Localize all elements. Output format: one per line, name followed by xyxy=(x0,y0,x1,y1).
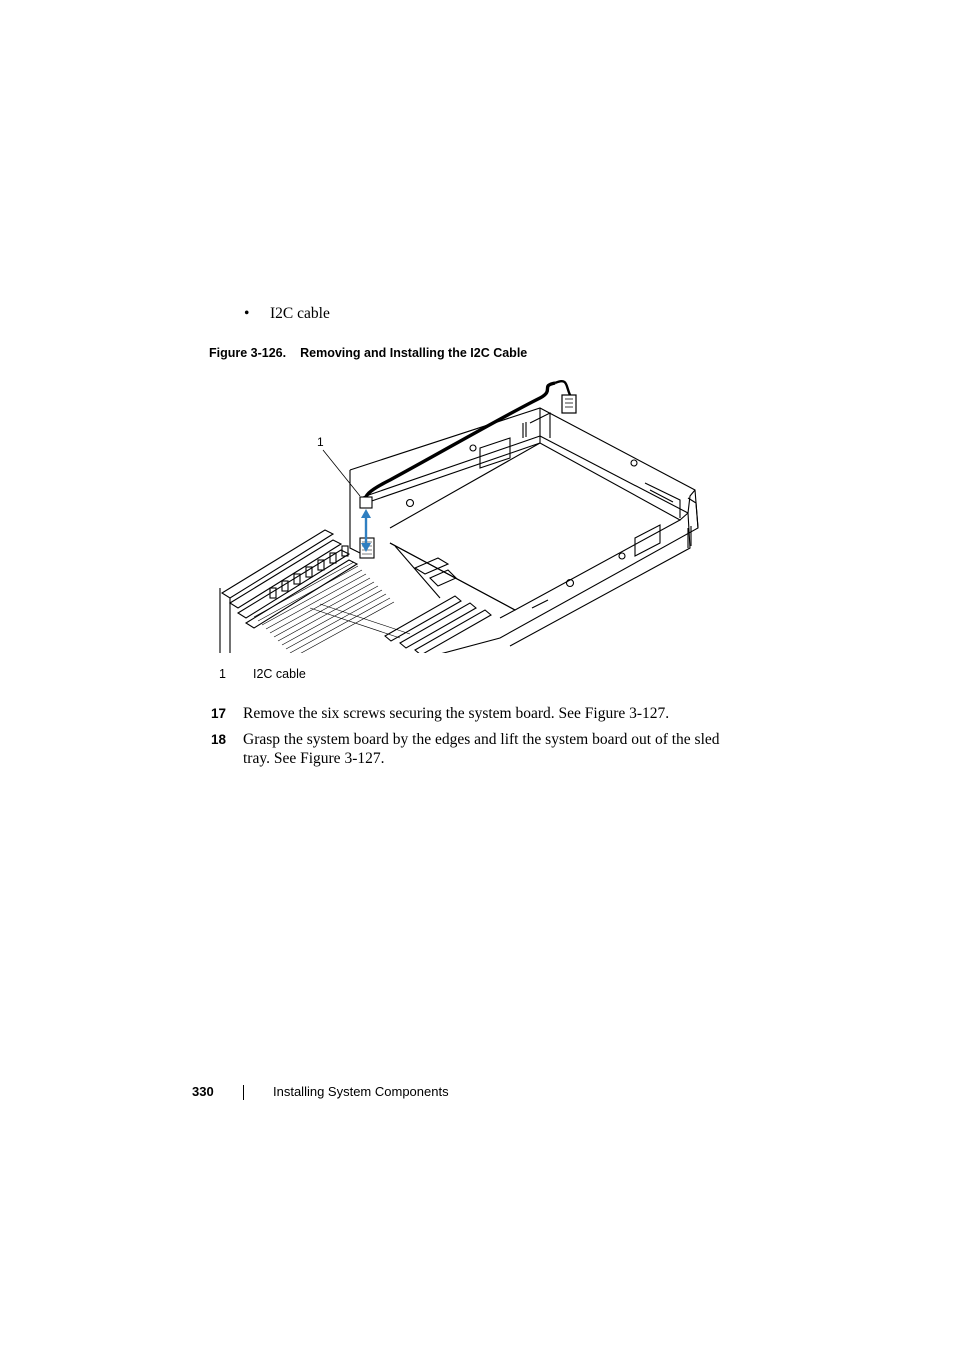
figure-callout-number: 1 xyxy=(317,435,324,449)
bullet-symbol: • xyxy=(244,305,250,322)
footer-section-title: Installing System Components xyxy=(273,1084,449,1099)
install-direction-arrow xyxy=(361,509,371,552)
legend-label: I2C cable xyxy=(253,667,306,681)
step-number: 17 xyxy=(211,706,227,721)
sled-tray-illustration xyxy=(210,378,710,656)
step-number: 18 xyxy=(211,732,227,747)
bullet-text: I2C cable xyxy=(270,305,330,322)
step-text: Remove the six screws securing the system board. See Figure 3-127. xyxy=(243,705,670,722)
footer-divider xyxy=(243,1085,244,1100)
page-number: 330 xyxy=(192,1084,214,1099)
bullet-item xyxy=(244,305,330,323)
figure-legend xyxy=(219,667,306,681)
legend-number: 1 xyxy=(219,667,226,681)
figure-caption xyxy=(209,346,527,360)
step-text: Grasp the system board by the edges and lift the system board out of the sled tray. See Figure 3-127. xyxy=(243,731,720,767)
sled-tray-drawing xyxy=(210,378,710,656)
figure-caption-title: Removing and Installing the I2C Cable xyxy=(300,346,528,360)
figure-caption-label: Figure 3-126. xyxy=(209,346,287,360)
